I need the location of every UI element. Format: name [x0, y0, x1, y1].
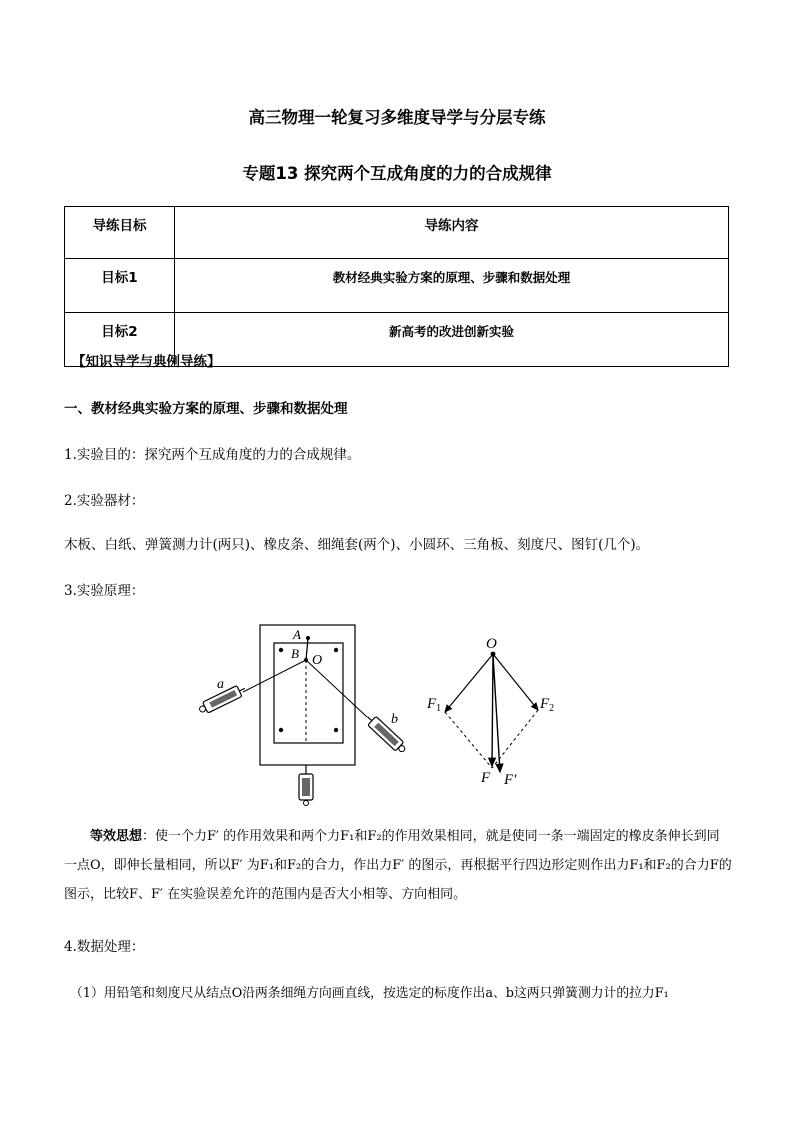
paper-inner — [274, 643, 343, 743]
label-o: O — [486, 636, 497, 652]
label-f1-sub: 1 — [436, 703, 442, 714]
item-materials-label: 2.实验器材： — [64, 493, 145, 509]
materials-list: 木板、白纸、弹簧测力计(两只)、橡皮条、细绳套(两个)、小圆环、三角板、刻度尺、图钉(几个)。 — [64, 537, 650, 553]
document-title: 高三物理一轮复习多维度导学与分层专练 — [248, 108, 546, 127]
pin — [334, 648, 338, 652]
label-f: F — [481, 770, 491, 786]
table-cell: 目标2 — [65, 313, 175, 367]
section-heading: 【知识导学与典例导练】 — [72, 354, 221, 370]
item-data-processing: 4.数据处理： — [64, 939, 145, 955]
pin — [334, 728, 338, 732]
label-f1 — [426, 696, 441, 714]
label-a-point: A — [293, 627, 301, 642]
rubber-band — [306, 638, 308, 660]
table-cell: 新高考的改进创新实验 — [175, 313, 729, 367]
force-f2-arrow — [493, 654, 538, 710]
string-b — [306, 660, 367, 717]
label-balance-a: a — [217, 677, 224, 692]
label-b-point: B — [291, 646, 299, 661]
table-cell: 教材经典实验方案的原理、步骤和数据处理 — [175, 259, 729, 313]
force-f-arrow — [492, 654, 493, 766]
label-f2 — [539, 696, 554, 714]
table-cell: 目标1 — [65, 259, 175, 313]
document-subtitle: 专题13 探究两个互成角度的力的合成规律 — [242, 164, 552, 183]
table-row — [65, 259, 729, 313]
spring-balance-b — [363, 712, 408, 755]
force-parallelogram-figure — [420, 632, 580, 792]
step-1-text: （1）用铅笔和刻度尺从结点O沿两条细绳方向画直线，按选定的标度作出a、b这两只弹簧测力计的拉力F₁ — [70, 986, 669, 1001]
label-f1-main: F — [427, 696, 437, 712]
spring-balance-hanging — [299, 765, 313, 806]
experiment-apparatus-figure — [195, 622, 420, 807]
dashed-side — [445, 712, 492, 768]
equivalence-lead: 等效思想 — [90, 829, 143, 844]
force-f1-arrow — [445, 654, 493, 712]
force-f-prime-arrow — [493, 654, 500, 772]
label-o-point: O — [312, 653, 323, 668]
item-purpose: 1.实验目的：探究两个互成角度的力的合成规律。 — [64, 447, 361, 463]
header-cell-goal: 导练目标 — [65, 207, 175, 259]
goals-table — [64, 206, 729, 367]
header-cell-content: 导练内容 — [175, 207, 729, 259]
pin — [279, 728, 283, 732]
label-balance-b: b — [391, 712, 398, 727]
equivalence-text: ：使一个力F′ 的作用效果和两个力F₁和F₂的作用效果相同，就是使同一条一端固定的橡皮条伸长到同一点O，即伸长量相同，所以F′ 为F₁和F₂的合力，作出力F′ 的图示，再根据平行四边形定则作出力F₁和F₂的合力F的图示，比较F、F′ 在实验误差允许的范围内是否大小相等、方向相同。 — [64, 829, 732, 902]
item-principle: 3.实验原理： — [64, 583, 145, 599]
label-f2-sub: 2 — [549, 703, 555, 714]
equivalence-paragraph — [64, 822, 732, 909]
part1-heading: 一、教材经典实验方案的原理、步骤和数据处理 — [64, 401, 348, 417]
label-f-prime: F′ — [504, 772, 517, 788]
pin — [279, 648, 283, 652]
label-f2-main: F — [540, 696, 550, 712]
table-header-row — [65, 207, 729, 259]
